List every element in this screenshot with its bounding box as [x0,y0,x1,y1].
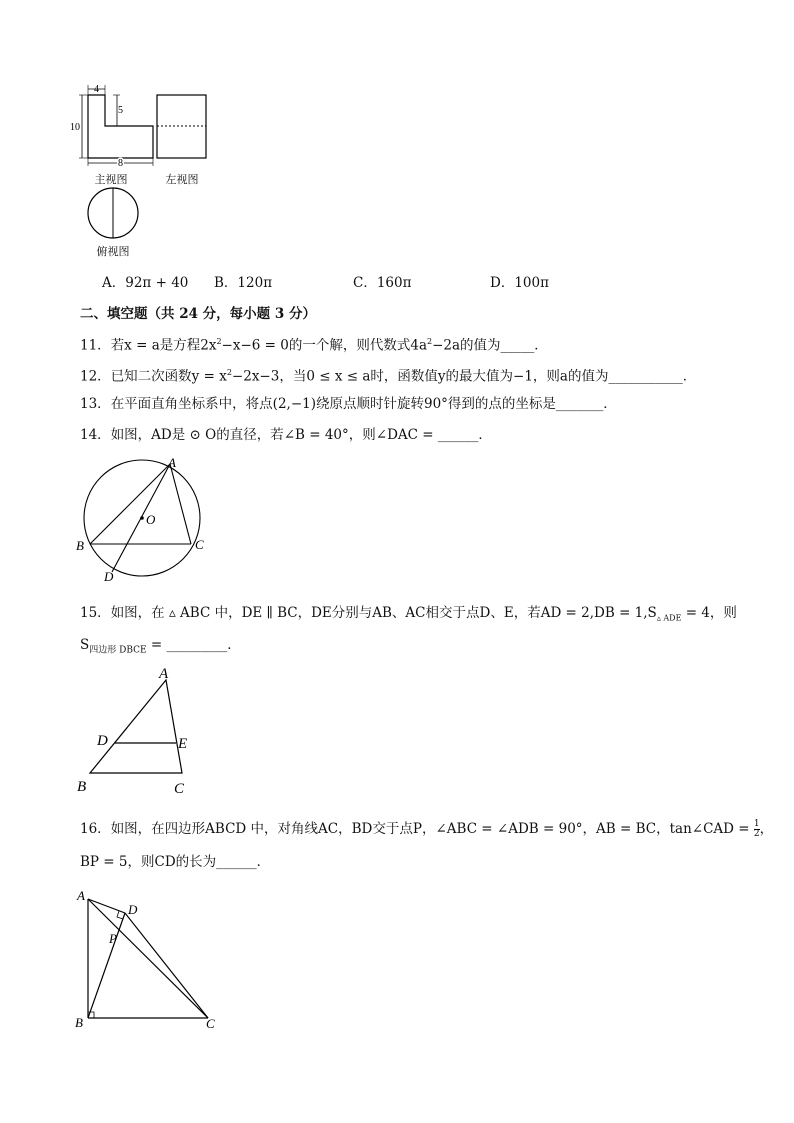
option-text: 100π [514,275,549,291]
question-number: 13． [80,396,111,412]
option-d [490,271,549,291]
triangle-figure [72,662,207,797]
triangle-abc [90,680,182,773]
option-text: 92π + 40 [125,275,189,291]
label-b: B [77,779,87,795]
question-text: = 4，则 [681,605,737,621]
option-letter: A． [102,275,126,291]
fraction-numerator: 1 [753,819,760,829]
diagonal-bd [88,913,125,1018]
question-11 [80,333,548,355]
front-view-caption: 主视图 [94,173,128,186]
three-view-figure [70,80,230,260]
dim-top: 4 [94,84,99,95]
question-text: 如图，AD是 ⊙ O的直径，若∠B = 40°，则∠DAC = [110,427,438,443]
fraction-denominator: 2 [753,829,760,839]
option-c [353,271,411,291]
label-c: C [174,781,185,797]
punctuation: ． [603,396,617,412]
subscript: ▵ ADE [656,613,682,623]
dim-height: 10 [70,122,80,133]
question-13 [80,395,617,413]
label-a: A [77,888,85,903]
exponent: 2 [216,337,222,346]
option-text: 120π [237,275,273,291]
answer-blank: _______ [555,396,604,412]
label-c: C [195,537,204,552]
exponent: 2 [226,368,232,377]
dim-notch: 5 [118,105,123,116]
label-d: D [97,733,108,749]
punctuation: ． [478,427,492,443]
punctuation: ． [256,854,271,870]
punctuation: ． [534,337,548,354]
diagonal-ac [88,899,208,1018]
label-p: P [109,931,117,946]
label-b: B [76,538,84,553]
label-a: A [168,455,176,470]
question-text: 如图，在 ▵ ABC 中，DE ∥ BC，DE分别与AB、AC相交于点D、E，若AD = 2,DB = 1,S [110,605,657,621]
label-o: O [146,512,156,527]
answer-blank: _________ [166,637,228,653]
subscript: 四边形 DBCE [89,645,147,656]
question-15-line1 [80,604,737,628]
question-number: 15． [80,605,111,621]
answer-blank: ______ [216,854,257,870]
option-letter: D． [490,275,515,291]
question-text: 若x = a是方程2x [110,337,217,354]
exponent: 2 [427,337,433,346]
label-d: D [128,902,138,917]
question-text: −x−6 = 0的一个解，则代数式4a [221,337,427,354]
label-c: C [206,1016,215,1031]
option-letter: C． [353,275,377,291]
dim-bottom: 8 [118,158,123,169]
question-text: = [146,637,167,653]
option-text: 160π [376,275,412,291]
option-a [102,271,188,291]
left-view-outline [157,95,206,158]
question-text: S [80,637,90,653]
punctuation: ． [682,368,697,385]
punctuation: ， [759,821,774,837]
left-view-caption: 左视图 [165,173,199,186]
answer-blank: _____ [500,337,535,354]
top-view-caption: 俯视图 [96,245,130,258]
circle-figure [70,452,220,587]
punctuation: ． [227,637,241,653]
quadrilateral-figure [72,885,232,1035]
question-14 [80,426,492,444]
question-number: 14． [80,427,111,443]
question-text: 在平面直角坐标系中，将点(2,−1)绕原点顺时针旋转90°得到的点的坐标是 [110,396,556,412]
question-16-line2 [80,853,270,871]
option-b [214,271,272,291]
question-16-line1 [80,820,773,839]
question-text: −2a的值为 [432,337,501,354]
answer-blank: ______ [437,427,479,443]
label-e: E [178,736,188,752]
question-number: 12． [80,368,111,385]
label-b: B [75,1015,83,1030]
answer-blank: ___________ [608,368,683,385]
label-d: D [104,569,114,584]
question-12 [80,364,696,386]
question-number: 16． [80,821,111,837]
question-text: 已知二次函数y = x [110,368,227,385]
question-15-line2 [80,636,241,660]
question-text: 如图，在四边形ABCD 中，对角线AC，BD交于点P，∠ABC = ∠ADB = 90°，AB = BC，tan∠CAD = [110,821,754,837]
label-a: A [159,666,169,682]
question-text: −2x−3，当0 ≤ x ≤ a时，函数值y的最大值为−1，则a的值为 [231,368,609,385]
question-text: BP = 5，则CD的长为 [80,854,217,870]
question-number: 11． [80,337,111,354]
option-letter: B． [214,275,238,291]
center-point [140,516,144,520]
section-title: 二、填空题（共 24 分，每小题 3 分） [80,306,316,322]
